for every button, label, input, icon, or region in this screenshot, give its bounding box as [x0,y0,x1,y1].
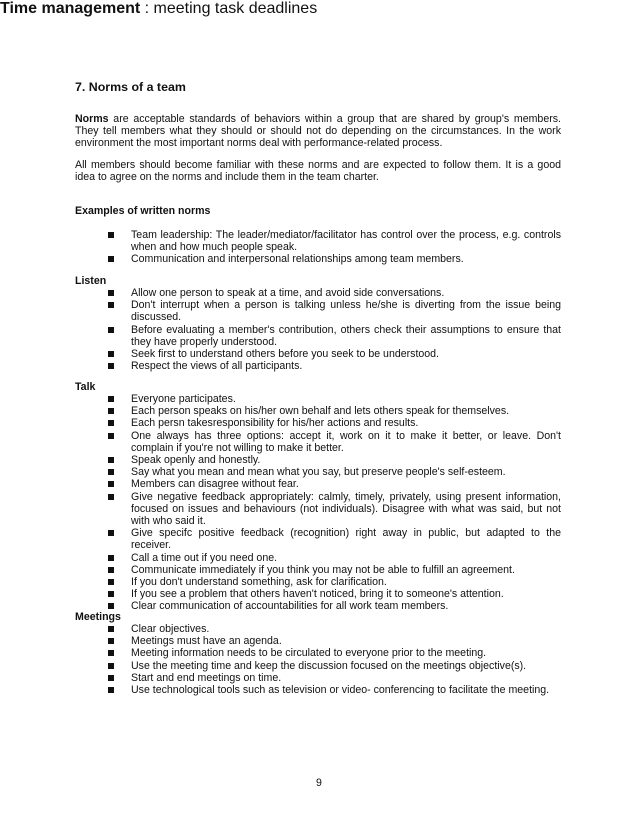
bullet-icon [108,433,114,439]
bullet-icon [108,687,114,693]
list-item: Seek first to understand others before you seek to be understood. [131,348,561,360]
bullet-icon [108,579,114,585]
list-item: Members can disagree without fear. [131,478,561,490]
bullet-icon [108,408,114,414]
bullet-icon [108,567,114,573]
page-number: 9 [316,777,322,789]
list-item: If you don't understand something, ask for clarification. [131,576,561,588]
time-management-text: : meeting task deadlines [140,0,318,17]
bullet-icon [108,663,114,669]
bullet-icon [108,675,114,681]
list-item: Call a time out if you need one. [131,552,561,564]
intro-lead: Norms [75,113,109,125]
list-item: Don't interrupt when a person is talking unless he/she is diverting from the issue being discussed. [131,299,561,323]
list-item: Everyone participates. [131,393,561,405]
talk-list [131,393,561,613]
list-item: One always has three options: accept it, work on it to make it better, or leave. Don't complain if you're not willing to make it better. [131,430,561,454]
bullet-icon [108,457,114,463]
meetings-heading: Meetings [75,611,121,623]
meetings-list [131,623,561,696]
bullet-icon [108,327,114,333]
list-item: Respect the views of all participants. [131,360,561,372]
bullet-icon [108,232,114,238]
list-item: Say what you mean and mean what you say, but preserve people's self-esteem. [131,466,561,478]
bullet-icon [108,302,114,308]
examples-list [131,229,561,266]
bullet-icon [108,530,114,536]
list-item: Team leadership: The leader/mediator/facilitator has control over the process, e.g. controls when and how much people speak. [131,229,561,253]
list-item: Give negative feedback appropriately: calmly, timely, privately, using present information, focused on issues and behaviours (not individuals). Disagree with what was said, but not with who said it. [131,491,561,528]
bullet-icon [108,481,114,487]
bullet-icon [108,603,114,609]
intro-text: are acceptable standards of behaviors within a group that are shared by group's members. They tell members what they should or should not do depending on the circumstances. In the work environment the most important norms deal with performance-related process. [75,113,561,150]
section-title: 7. Norms of a team [75,80,186,94]
listen-list [131,287,561,372]
list-item: Each person speaks on his/her own behalf and lets others speak for themselves. [131,405,561,417]
list-item: Clear communication of accountabilities for all work team members. [131,600,561,612]
time-management-line [0,0,638,18]
list-item: Start and end meetings on time. [131,672,561,684]
list-item: Meetings must have an agenda. [131,635,561,647]
list-item: Meeting information needs to be circulated to everyone prior to the meeting. [131,647,561,659]
list-item: Before evaluating a member's contribution, others check their assumptions to ensure that they have properly understood. [131,324,561,348]
listen-heading: Listen [75,275,107,287]
bullet-icon [108,469,114,475]
bullet-icon [108,555,114,561]
bullet-icon [108,420,114,426]
list-item: Give specifc positive feedback (recognition) right away in public, but adapted to the receiver. [131,527,561,551]
time-management-heading: Time management [0,0,141,17]
list-item: Use the meeting time and keep the discussion focused on the meetings objective(s). [131,660,561,672]
list-item: Speak openly and honestly. [131,454,561,466]
intro-paragraph [75,113,561,150]
talk-heading: Talk [75,381,96,393]
list-item: Allow one person to speak at a time, and avoid side conversations. [131,287,561,299]
bullet-icon [108,494,114,500]
members-paragraph: All members should become familiar with these norms and are expected to follow them. It is a good idea to agree on the norms and include them in the team charter. [75,159,561,184]
bullet-icon [108,638,114,644]
bullet-icon [108,290,114,296]
list-item: Clear objectives. [131,623,561,635]
bullet-icon [108,351,114,357]
bullet-icon [108,256,114,262]
bullet-icon [108,591,114,597]
list-item: Each persn takesresponsibility for his/her actions and results. [131,417,561,429]
list-item: If you see a problem that others haven't noticed, bring it to someone's attention. [131,588,561,600]
examples-heading: Examples of written norms [75,205,211,217]
list-item: Use technological tools such as television or video- conferencing to facilitate the meeting. [131,684,561,696]
list-item: Communicate immediately if you think you may not be able to fulfill an agreement. [131,564,561,576]
bullet-icon [108,363,114,369]
bullet-icon [108,626,114,632]
bullet-icon [108,396,114,402]
bullet-icon [108,650,114,656]
list-item: Communication and interpersonal relationships among team members. [131,253,561,265]
